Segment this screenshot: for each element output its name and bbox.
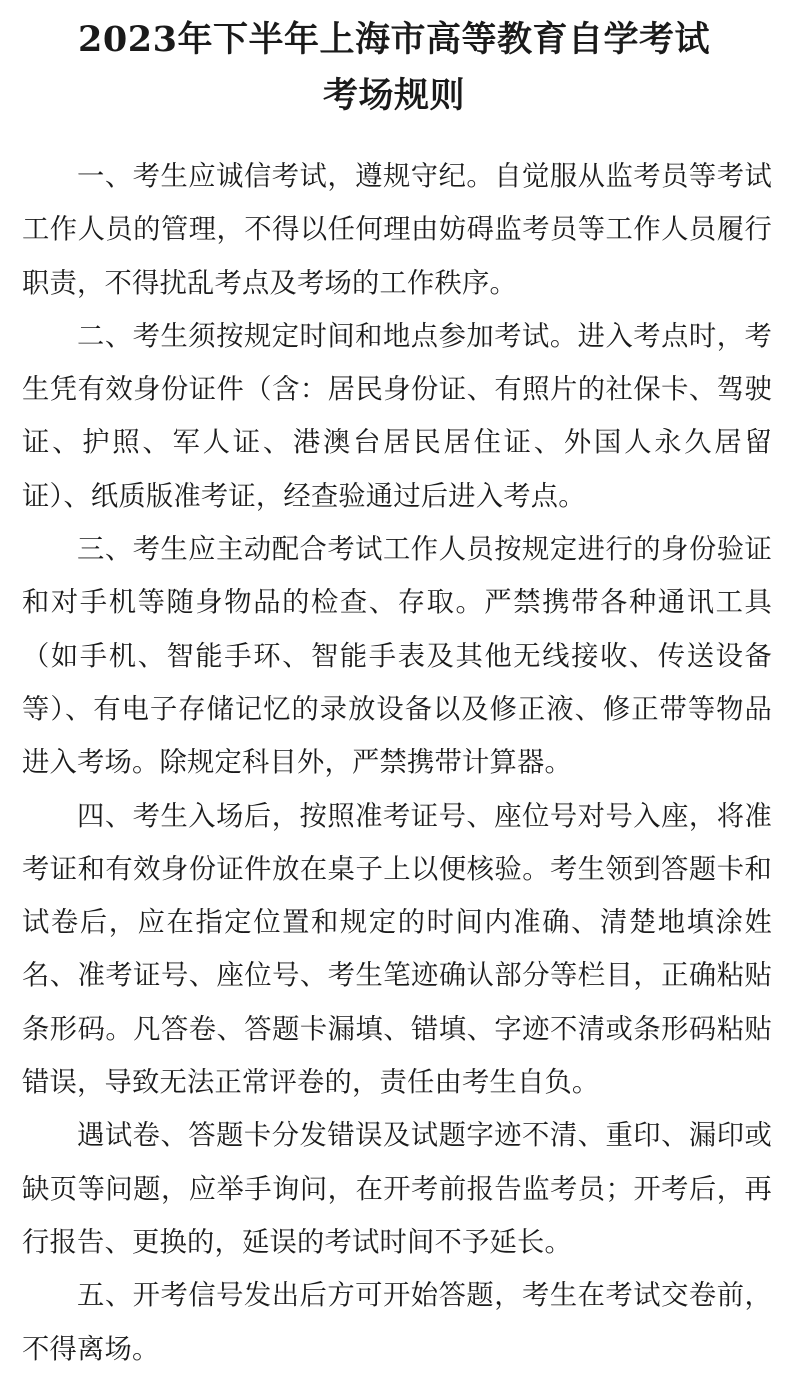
rule-paragraph-4-supplement: 遇试卷、答题卡分发错误及试题字迹不清、重印、漏印或缺页等问题，应举手询问，在开考前报告监考员；开考后，再行报告、更换的，延误的考试时间不予延长。 bbox=[22, 1120, 772, 1258]
rule-paragraph-4: 四、考生入场后，按照准考证号、座位号对号入座，将准考证和有效身份证件放在桌子上以便核验。考生领到答题卡和试卷后，应在指定位置和规定的时间内准确、清楚地填涂姓名、准考证号、座位号、考生笔迹确认部分等栏目，正确粘贴条形码。凡答卷、答题卡漏填、错填、字迹不清或条形码粘贴错误，导致无法正常评卷的，责任由考生自负。 bbox=[22, 800, 772, 1099]
rule-paragraph-3: 三、考生应主动配合考试工作人员按规定进行的身份验证和对手机等随身物品的检查、存取。严禁携带各种通讯工具（如手机、智能手环、智能手表及其他无线接收、传送设备等）、有电子存储记忆的录放设备以及修正液、修正带等物品进入考场。除规定科目外，严禁携带计算器。 bbox=[22, 534, 772, 779]
rules-body bbox=[22, 150, 772, 1376]
document-title: 2023年下半年上海市高等教育自学考试 bbox=[78, 19, 710, 60]
document-subtitle: 考场规则 bbox=[322, 75, 465, 116]
rule-paragraph-2: 二、考生须按规定时间和地点参加考试。进入考点时，考生凭有效身份证件（含：居民身份证、有照片的社保卡、驾驶证、护照、军人证、港澳台居民居住证、外国人永久居留证）、纸质版准考证，经查验通过后进入考点。 bbox=[22, 320, 772, 512]
rule-paragraph-1: 一、考生应诚信考试，遵规守纪。自觉服从监考员等考试工作人员的管理，不得以任何理由妨碍监考员等工作人员履行职责，不得扰乱考点及考场的工作秩序。 bbox=[22, 161, 772, 299]
rule-paragraph-5: 五、开考信号发出后方可开始答题，考生在考试交卷前，不得离场。 bbox=[22, 1280, 772, 1365]
